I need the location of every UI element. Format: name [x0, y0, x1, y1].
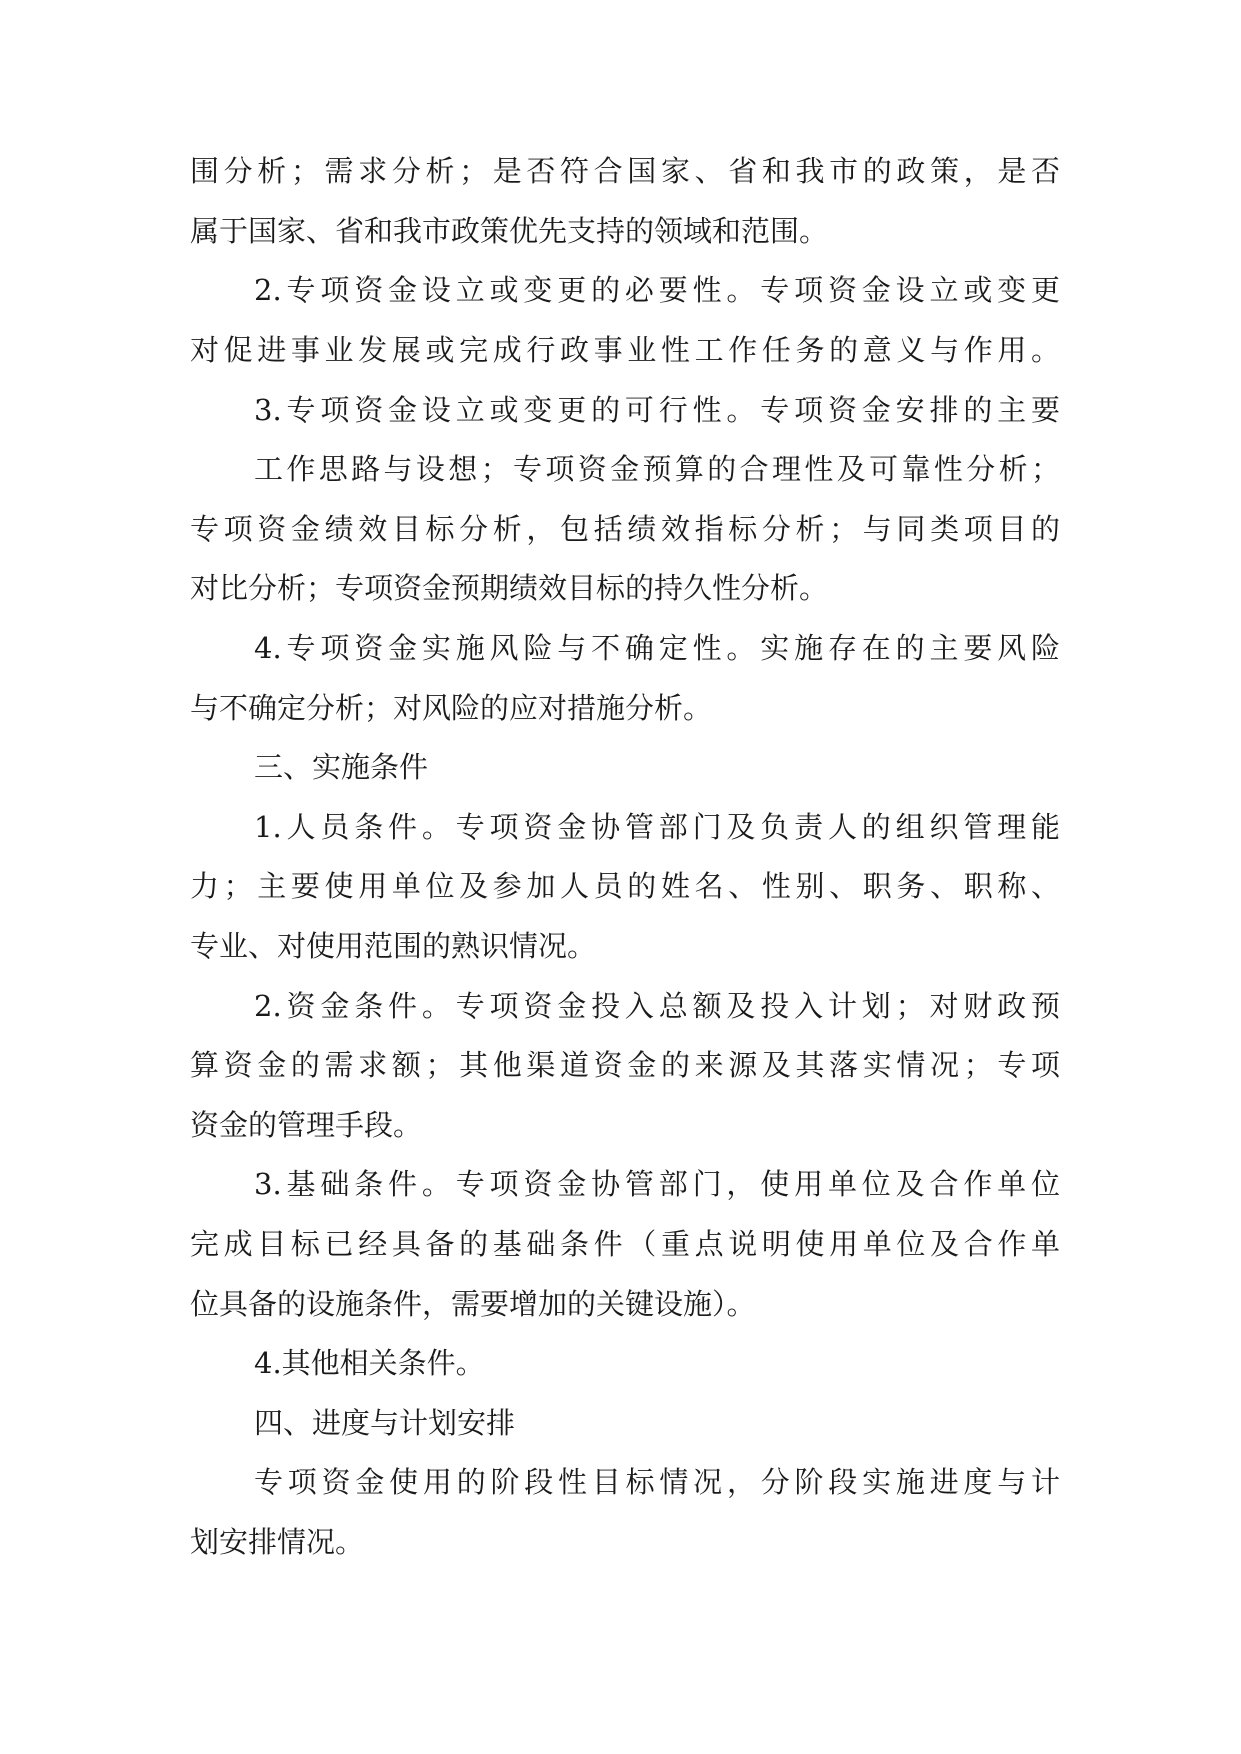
text-line-23: 专项资金使用的阶段性目标情况，分阶段实施进度与计	[254, 1465, 1060, 1499]
text-line-16: 算资金的需求额；其他渠道资金的来源及其落实情况；专项	[190, 1048, 1060, 1082]
section-heading-4: 四、进度与计划安排	[254, 1406, 516, 1440]
text-line-5: 3.专项资金设立或变更的可行性。专项资金安排的主要	[254, 393, 1060, 427]
text-line-4: 对促进事业发展或完成行政事业性工作任务的意义与作用。	[190, 333, 1060, 367]
text-line-14: 专业、对使用范围的熟识情况。	[190, 929, 597, 963]
text-line-6: 工作思路与设想；专项资金预算的合理性及可靠性分析；	[254, 452, 1060, 486]
text-line-17: 资金的管理手段。	[190, 1108, 423, 1142]
text-line-13: 力；主要使用单位及参加人员的姓名、性别、职务、职称、	[190, 869, 1060, 903]
text-line-12: 1.人员条件。专项资金协管部门及负责人的组织管理能	[254, 810, 1060, 844]
text-line-20: 位具备的设施条件，需要增加的关键设施）。	[190, 1287, 756, 1321]
text-line-2: 属于国家、省和我市政策优先支持的领域和范围。	[190, 214, 829, 248]
text-line-7: 专项资金绩效目标分析，包括绩效指标分析；与同类项目的	[190, 512, 1060, 546]
text-line-19: 完成目标已经具备的基础条件（重点说明使用单位及合作单	[190, 1227, 1060, 1261]
text-line-1: 围分析；需求分析；是否符合国家、省和我市的政策，是否	[190, 154, 1060, 188]
text-line-3: 2.专项资金设立或变更的必要性。专项资金设立或变更	[254, 273, 1060, 307]
text-line-21: 4.其他相关条件。	[254, 1346, 485, 1380]
section-heading-3: 三、实施条件	[254, 750, 429, 784]
text-line-24: 划安排情况。	[190, 1525, 365, 1559]
text-line-18: 3.基础条件。专项资金协管部门，使用单位及合作单位	[254, 1167, 1060, 1201]
text-line-8: 对比分析；专项资金预期绩效目标的持久性分析。	[190, 571, 829, 605]
text-line-9: 4.专项资金实施风险与不确定性。实施存在的主要风险	[254, 631, 1060, 665]
text-line-15: 2.资金条件。专项资金投入总额及投入计划；对财政预	[254, 989, 1060, 1023]
text-line-10: 与不确定分析；对风险的应对措施分析。	[190, 691, 713, 725]
